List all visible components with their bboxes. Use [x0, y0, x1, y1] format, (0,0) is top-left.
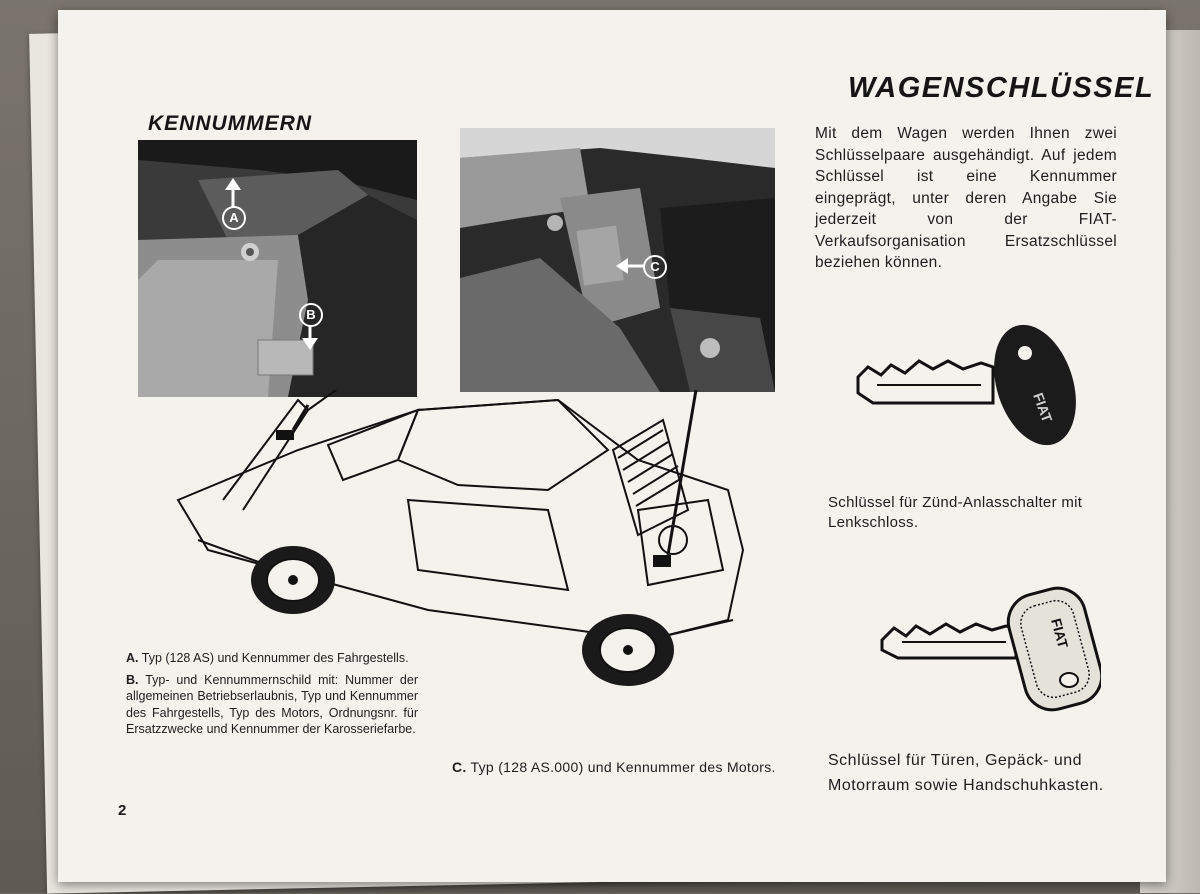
manual-page	[58, 10, 1166, 882]
page-number: 2	[118, 802, 127, 819]
intro-paragraph: Mit dem Wagen werden Ihnen zwei Schlüsselpaare ausgehändigt. Auf jedem Schlüssel ist eine Kennummer eingeprägt, unter deren Angabe Sie jederzeit von der FIAT-Verkaufsorganisation Ersatzschlüssel beziehen können.	[815, 125, 1117, 271]
legend-b-label: B.	[126, 672, 139, 687]
legend-item-b	[126, 672, 418, 738]
legend-c-text: Typ (128 AS.000) und Kennummer des Motors.	[470, 759, 776, 775]
legend-b-text: Typ- und Kennummernschild mit: Nummer der allgemeinen Betriebserlaubnis, Typ und Kennummer des Fahrgestells, Typ des Motors, Ordnungsnr. für Ersatzzwecke und Kennummer der Karosseriefarbe.	[126, 672, 418, 736]
rear-wheel	[582, 614, 674, 686]
marker-c: C	[643, 255, 667, 279]
door-key-icon	[876, 578, 1101, 723]
photo-chassis-number	[138, 140, 417, 397]
door-key-brand: FIAT	[1048, 616, 1072, 650]
legend-engine	[452, 758, 797, 782]
legend-a-label: A.	[126, 651, 139, 665]
legend-item-c	[452, 758, 797, 777]
ignition-key-brand: FIAT	[1030, 390, 1056, 425]
legend-c-label: C.	[452, 759, 467, 775]
ignition-key-caption: Schlüssel für Zünd-Anlasschalter mit Lenkschloss.	[828, 494, 1083, 531]
heading-wagenschluessel: WAGENSCHLÜSSEL	[848, 72, 1155, 104]
marker-a: A	[222, 206, 246, 230]
photo-engine-number	[460, 128, 775, 392]
legend-a-text: Typ (128 AS) und Kennummer des Fahrgestells.	[141, 651, 409, 665]
heading-kennummern: KENNUMMERN	[148, 112, 312, 135]
door-key-caption: Schlüssel für Türen, Gepäck- und Motorraum sowie Handschuhkasten.	[828, 752, 1104, 794]
marker-b: B	[299, 303, 323, 327]
ignition-key-icon	[853, 315, 1078, 460]
front-wheel	[251, 546, 335, 614]
legend-item-a	[126, 650, 418, 667]
legend-chassis	[126, 650, 418, 743]
